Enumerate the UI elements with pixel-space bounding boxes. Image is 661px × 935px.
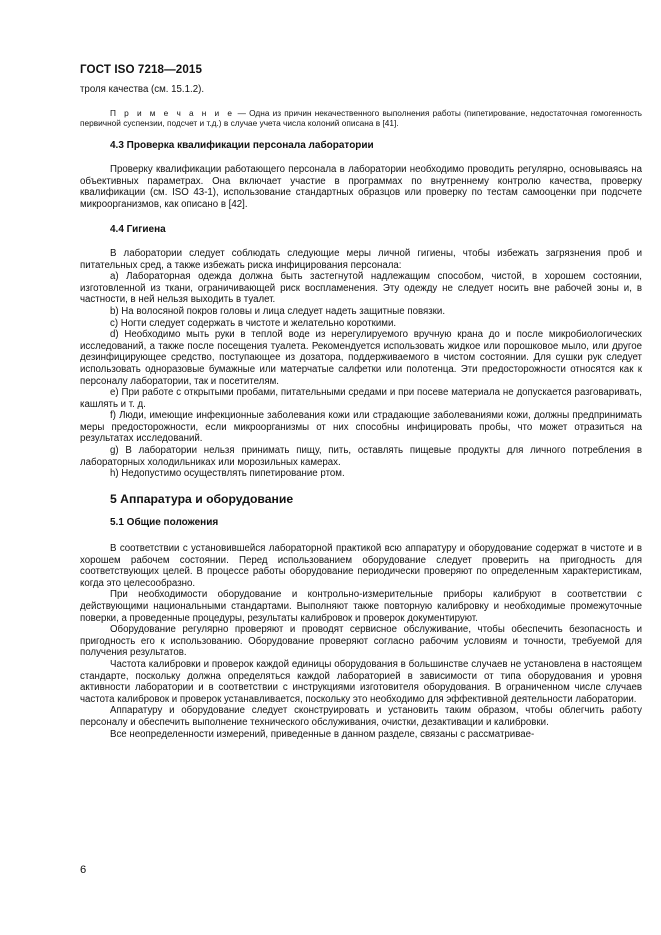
list-item-h: h) Недопустимо осуществлять пипетирование ртом.: [110, 468, 345, 480]
list-item-e: e) При работе с открытыми пробами, питательными средами и при посеве материала не допускается разговаривать, кашлять и т. д.: [80, 387, 642, 410]
list-item-b: b) На волосяной покров головы и лица следует надеть защитные повязки.: [110, 305, 446, 317]
note-text: — Одна из причин некачественного выполнения работы (пипетирование, недостаточная гомогенность первичной суспензии, подсчет и т.д.) в случае учета числа колоний описана в [41].: [80, 107, 642, 128]
paragraph-5-1-b: При необходимости оборудование и контрольно-измерительные приборы калибруют в соответствии с действующими национальными стандартами. Выполняют также повторную калибровку и необходимые промежуточные поверки, а проведенные процедуры, результаты калибровок и проверок документируют.: [80, 589, 642, 624]
paragraph-4-3: Проверку квалификации работающего персонала в лаборатории необходимо проводить регулярно, основываясь на объективных параметрах. Она включает участие в программах по внутреннему контролю качества, проверку квалификации (см. ISO 43-1), использование стандартных образцов или проверку по тестам самооценки при подсчете микроорганизмов, как описано в [42].: [80, 164, 642, 210]
list-item-a: a) Лабораторная одежда должна быть застегнутой надлежащим способом, чистой, в хорошем состоянии, изготовленной из ткани, ограничивающей риск воспламенения. Эту одежду не следует носить вне рабочей зоны и, в частности, в ней нельзя выходить в туалет.: [80, 271, 642, 306]
intro-paragraph: троля качества (см. 15.1.2).: [80, 84, 205, 95]
paragraph-5-1-d: Частота калибровки и проверок каждой единицы оборудования в большинстве случаев не установлена в настоящем стандарте, поскольку должна определяться каждой лабораторией в зависимости от типа оборудования и уровня активности лаборатории и в соответствии с инструкциями изготовителя оборудования. В ограниченном числе случаев частота калибровок и проверок устанавливается, поскольку это необходимо для эффективной деятельности лаборатории.: [80, 658, 642, 705]
list-item-d: d) Необходимо мыть руки в теплой воде из нерегулируемого вручную крана до и после микробиологических исследований, а также после посещения туалета. Рекомендуется использовать жидкое или порошковое мыло, или другое дезинфицирующее средство, поступающее из дозатора, поддерживаемого в чистом состоянии. Для сушки рук следует использовать одноразовые бумажные или матерчатые салфетки или полотенца. Эти предосторожности относятся как к персоналу лаборатории, так и посетителям.: [80, 329, 642, 387]
section-heading-4-3: 4.3 Проверка квалификации персонала лаборатории: [110, 140, 374, 152]
list-item-c: c) Ногти следует содержать в чистоте и желательно короткими.: [110, 317, 397, 329]
paragraph-5-1-f: Все неопределенности измерений, приведенные в данном разделе, связаны с рассматривае-: [110, 728, 535, 740]
list-item-f: f) Люди, имеющие инфекционные заболевания кожи или страдающие заболеваниями кожи, должны предпринимать меры предосторожности, если микроорганизмы от них способны инфицировать пробы, что может отразиться на результатах исследований.: [80, 410, 642, 445]
paragraph-5-1-c: Оборудование регулярно проверяют и проводят сервисное обслуживание, чтобы обеспечить безопасность и пригодность его к использованию. Оборудование проверяют согласно рабочим условиям и точности, требуемой для получения результатов.: [80, 624, 642, 659]
list-item-g: g) В лаборатории нельзя принимать пищу, пить, оставлять пищевые продукты для личного потребления в лабораторных холодильниках или морозильных камерах.: [80, 445, 642, 468]
document-header: ГОСТ ISO 7218—2015: [80, 63, 202, 76]
paragraph-4-4: В лаборатории следует соблюдать следующие меры личной гигиены, чтобы избежать загрязнения проб и питательных сред, а также избежать риска инфицирования персонала:: [80, 247, 642, 271]
page-number: 6: [80, 864, 87, 876]
section-heading-5-1: 5.1 Общие положения: [110, 517, 219, 529]
note: [80, 108, 642, 129]
section-heading-4-4: 4.4 Гигиена: [110, 224, 166, 236]
note-label: П р и м е ч а н и е: [110, 107, 235, 118]
document-body: [80, 84, 642, 740]
paragraph-5-1-a: В соответствии с установившейся лабораторной практикой всю аппаратуру и оборудование содержат в чистоте и в хорошем рабочем состоянии. Перед использованием оборудование следует проверить на пригодность для соответствующих целей. В процессе работы оборудование периодически проверяют по определенным характеристикам, когда это целесообразно.: [80, 543, 642, 589]
section-heading-5: 5 Аппаратура и оборудование: [110, 491, 294, 506]
paragraph-5-1-e: Аппаратуру и оборудование следует сконструировать и установить таким образом, чтобы облегчить работу персоналу и обеспечить выполнение технического обслуживания, очистки, дезактивации и калибровки.: [80, 705, 642, 728]
